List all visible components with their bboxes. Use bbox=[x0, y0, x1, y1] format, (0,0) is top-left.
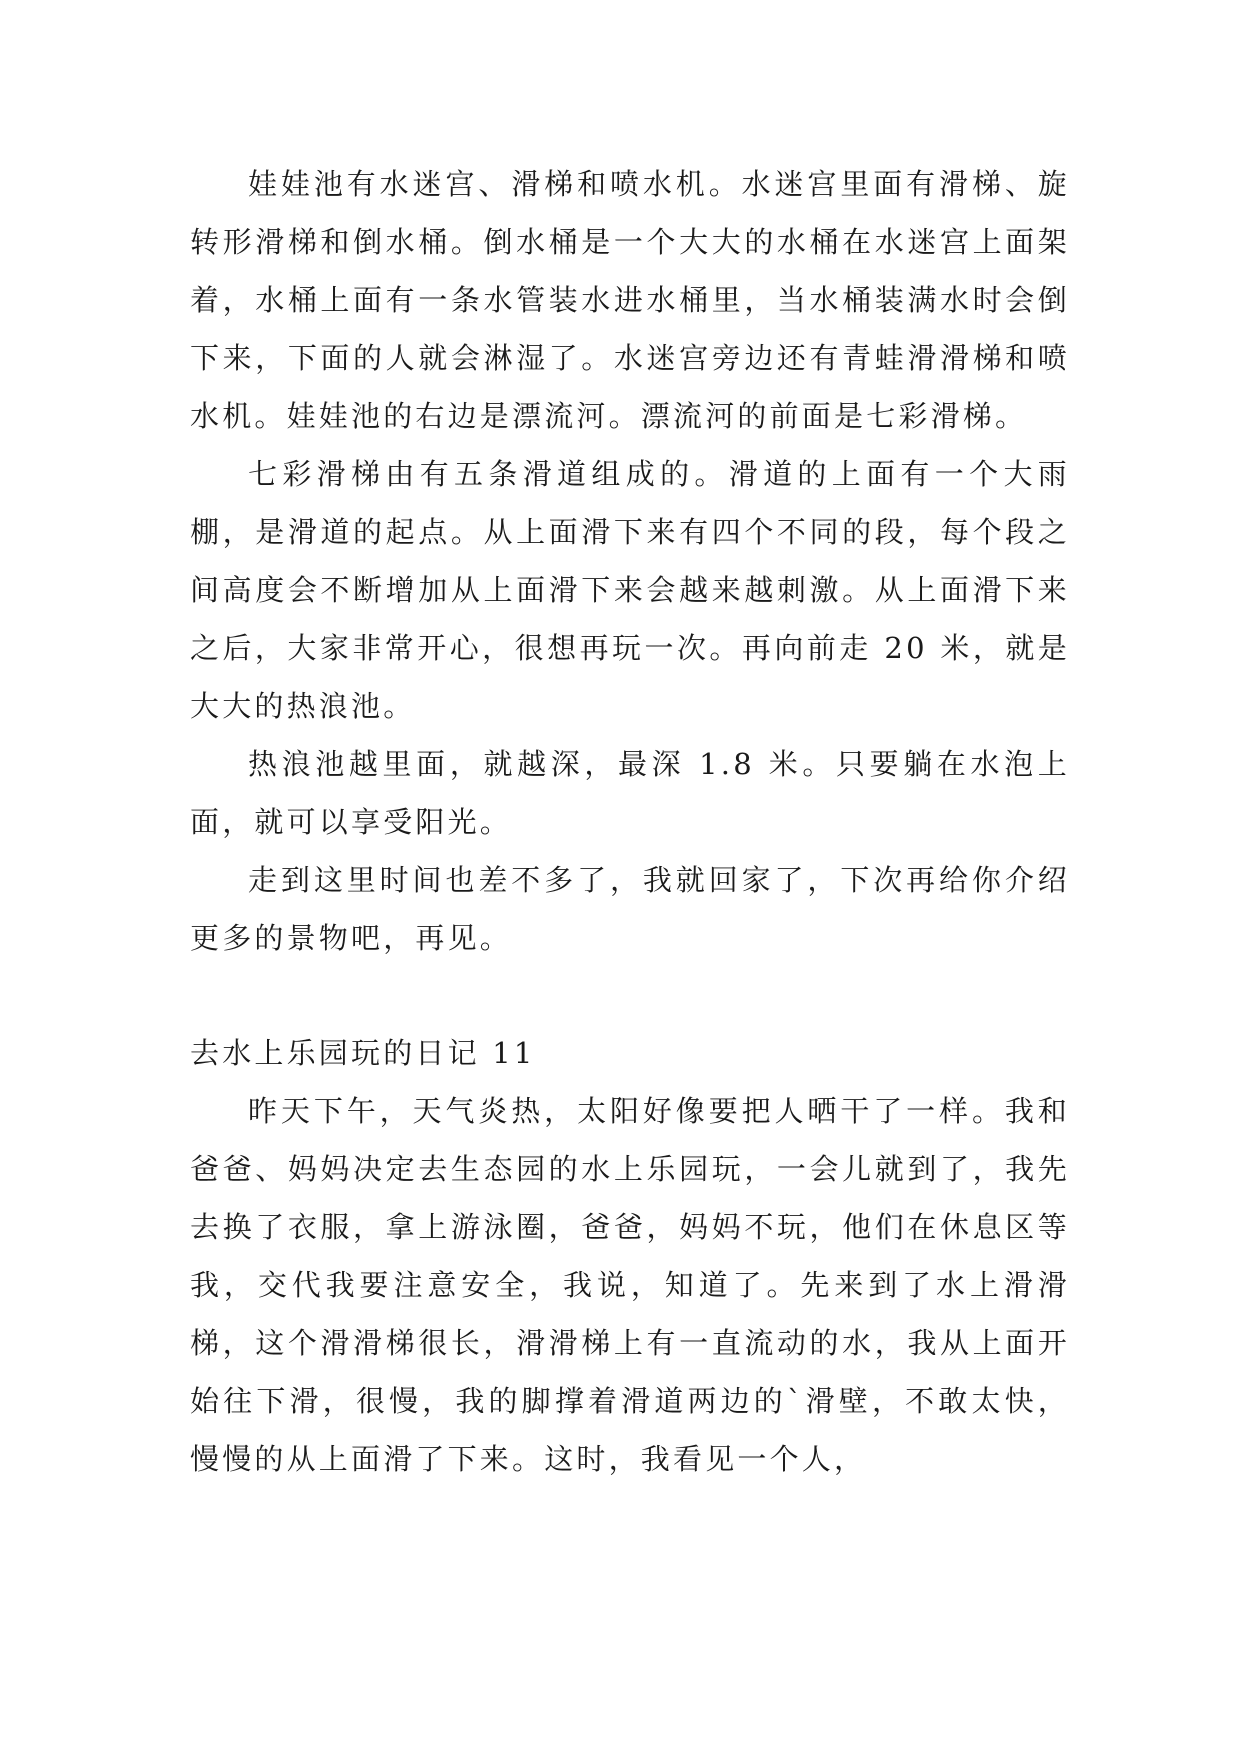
paragraph-wave-pool: 热浪池越里面，就越深，最深 1.8 米。只要躺在水泡上面，就可以享受阳光。 bbox=[190, 747, 1070, 839]
paragraph-rainbow-slide: 七彩滑梯由有五条滑道组成的。滑道的上面有一个大雨棚，是滑道的起点。从上面滑下来有四个不同的段，每个段之间高度会不断增加从上面滑下来会越来越刺激。从上面滑下来之后，大家非常开心，很想再玩一次。再向前走 20 米，就是大大的热浪池。 bbox=[190, 457, 1070, 723]
paragraph-goodbye: 走到这里时间也差不多了，我就回家了，下次再给你介绍更多的景物吧，再见。 bbox=[190, 863, 1070, 955]
section-title: 去水上乐园玩的日记 11 bbox=[190, 1036, 536, 1070]
paragraph-diary-yesterday: 昨天下午，天气炎热，太阳好像要把人晒干了一样。我和爸爸、妈妈决定去生态园的水上乐园玩，一会儿就到了，我先去换了衣服，拿上游泳圈，爸爸，妈妈不玩，他们在休息区等我，交代我要注意安全，我说，知道了。先来到了水上滑滑梯，这个滑滑梯很长，滑滑梯上有一直流动的水，我从上面开始往下滑，很慢，我的脚撑着滑道两边的`滑壁，不敢太快，慢慢的从上面滑了下来。这时，我看见一个人， bbox=[190, 1094, 1070, 1476]
document-body bbox=[190, 155, 1070, 1488]
paragraph-water-maze: 娃娃池有水迷宫、滑梯和喷水机。水迷宫里面有滑梯、旋转形滑梯和倒水桶。倒水桶是一个大大的水桶在水迷宫上面架着，水桶上面有一条水管装水进水桶里，当水桶装满水时会倒下来，下面的人就会淋湿了。水迷宫旁边还有青蛙滑滑梯和喷水机。娃娃池的右边是漂流河。漂流河的前面是七彩滑梯。 bbox=[190, 167, 1070, 433]
